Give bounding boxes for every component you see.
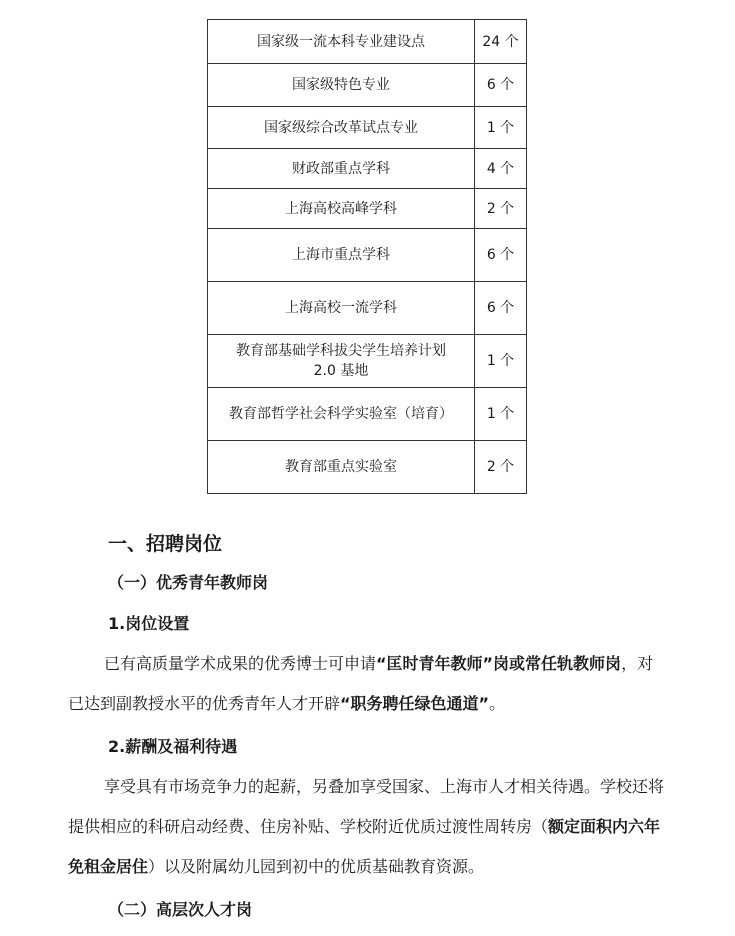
row-name: 国家级一流本科专业建设点 <box>208 20 475 64</box>
row-count: 1 个 <box>475 388 527 441</box>
row-count: 24 个 <box>475 20 527 64</box>
row-name-line2: 2.0 基地 <box>313 363 369 379</box>
para-bold-text: “职务聘任绿色通道” <box>340 694 490 713</box>
table-row <box>208 64 527 107</box>
row-name: 上海高校高峰学科 <box>208 189 475 229</box>
row-name: 教育部哲学社会科学实验室（培育） <box>208 388 475 441</box>
para-bold-text: “匡时青年教师”岗或常任轨教师岗 <box>376 654 622 673</box>
table-row <box>208 335 527 388</box>
table-row <box>208 441 527 494</box>
table-row <box>208 107 527 149</box>
row-name: 财政部重点学科 <box>208 149 475 189</box>
para-text: ）以及附属幼儿园到初中的优质基础教育资源。 <box>148 857 485 876</box>
row-name-multiline <box>208 335 475 388</box>
row-name: 教育部重点实验室 <box>208 441 475 494</box>
row-count: 6 个 <box>475 64 527 107</box>
para-text: 。 <box>489 694 506 713</box>
item-heading: 1.岗位设置 <box>108 614 190 633</box>
row-name: 上海市重点学科 <box>208 229 475 282</box>
row-count: 1 个 <box>475 335 527 388</box>
subsection-heading: （一）优秀青年教师岗 <box>108 573 269 592</box>
table-row <box>208 20 527 64</box>
row-count: 6 个 <box>475 282 527 335</box>
table-row <box>208 388 527 441</box>
row-count: 4 个 <box>475 149 527 189</box>
subsection-heading: （二）高层次人才岗 <box>108 900 253 919</box>
para-bold-text: 额定面积内六年免租金居住 <box>68 817 661 876</box>
row-name: 国家级综合改革试点专业 <box>208 107 475 149</box>
row-count: 2 个 <box>475 441 527 494</box>
table-row <box>208 229 527 282</box>
row-name-line1: 教育部基础学科拔尖学生培养计划 <box>236 343 446 359</box>
para-text: ，对已达到副教授水平的优秀青年人才开辟 <box>68 654 654 713</box>
table-row <box>208 189 527 229</box>
section-heading: 一、招聘岗位 <box>108 533 223 555</box>
honors-table <box>207 19 527 494</box>
table-row <box>208 282 527 335</box>
para-text: 享受具有市场竞争力的起薪，另叠加享受国家、上海市人才相关待遇。学校还将提供相应的科研启动经费、住房补贴、学校附近优质过渡性周转房（ <box>68 777 665 836</box>
paragraph-position-setup <box>68 644 668 724</box>
item-heading: 2.薪酬及福利待遇 <box>108 737 238 756</box>
row-count: 1 个 <box>475 107 527 149</box>
table-row <box>208 149 527 189</box>
paragraph-compensation <box>68 767 668 887</box>
row-name: 上海高校一流学科 <box>208 282 475 335</box>
para-text: 已有高质量学术成果的优秀博士可申请 <box>104 654 377 673</box>
row-count: 6 个 <box>475 229 527 282</box>
row-count: 2 个 <box>475 189 527 229</box>
row-name: 国家级特色专业 <box>208 64 475 107</box>
